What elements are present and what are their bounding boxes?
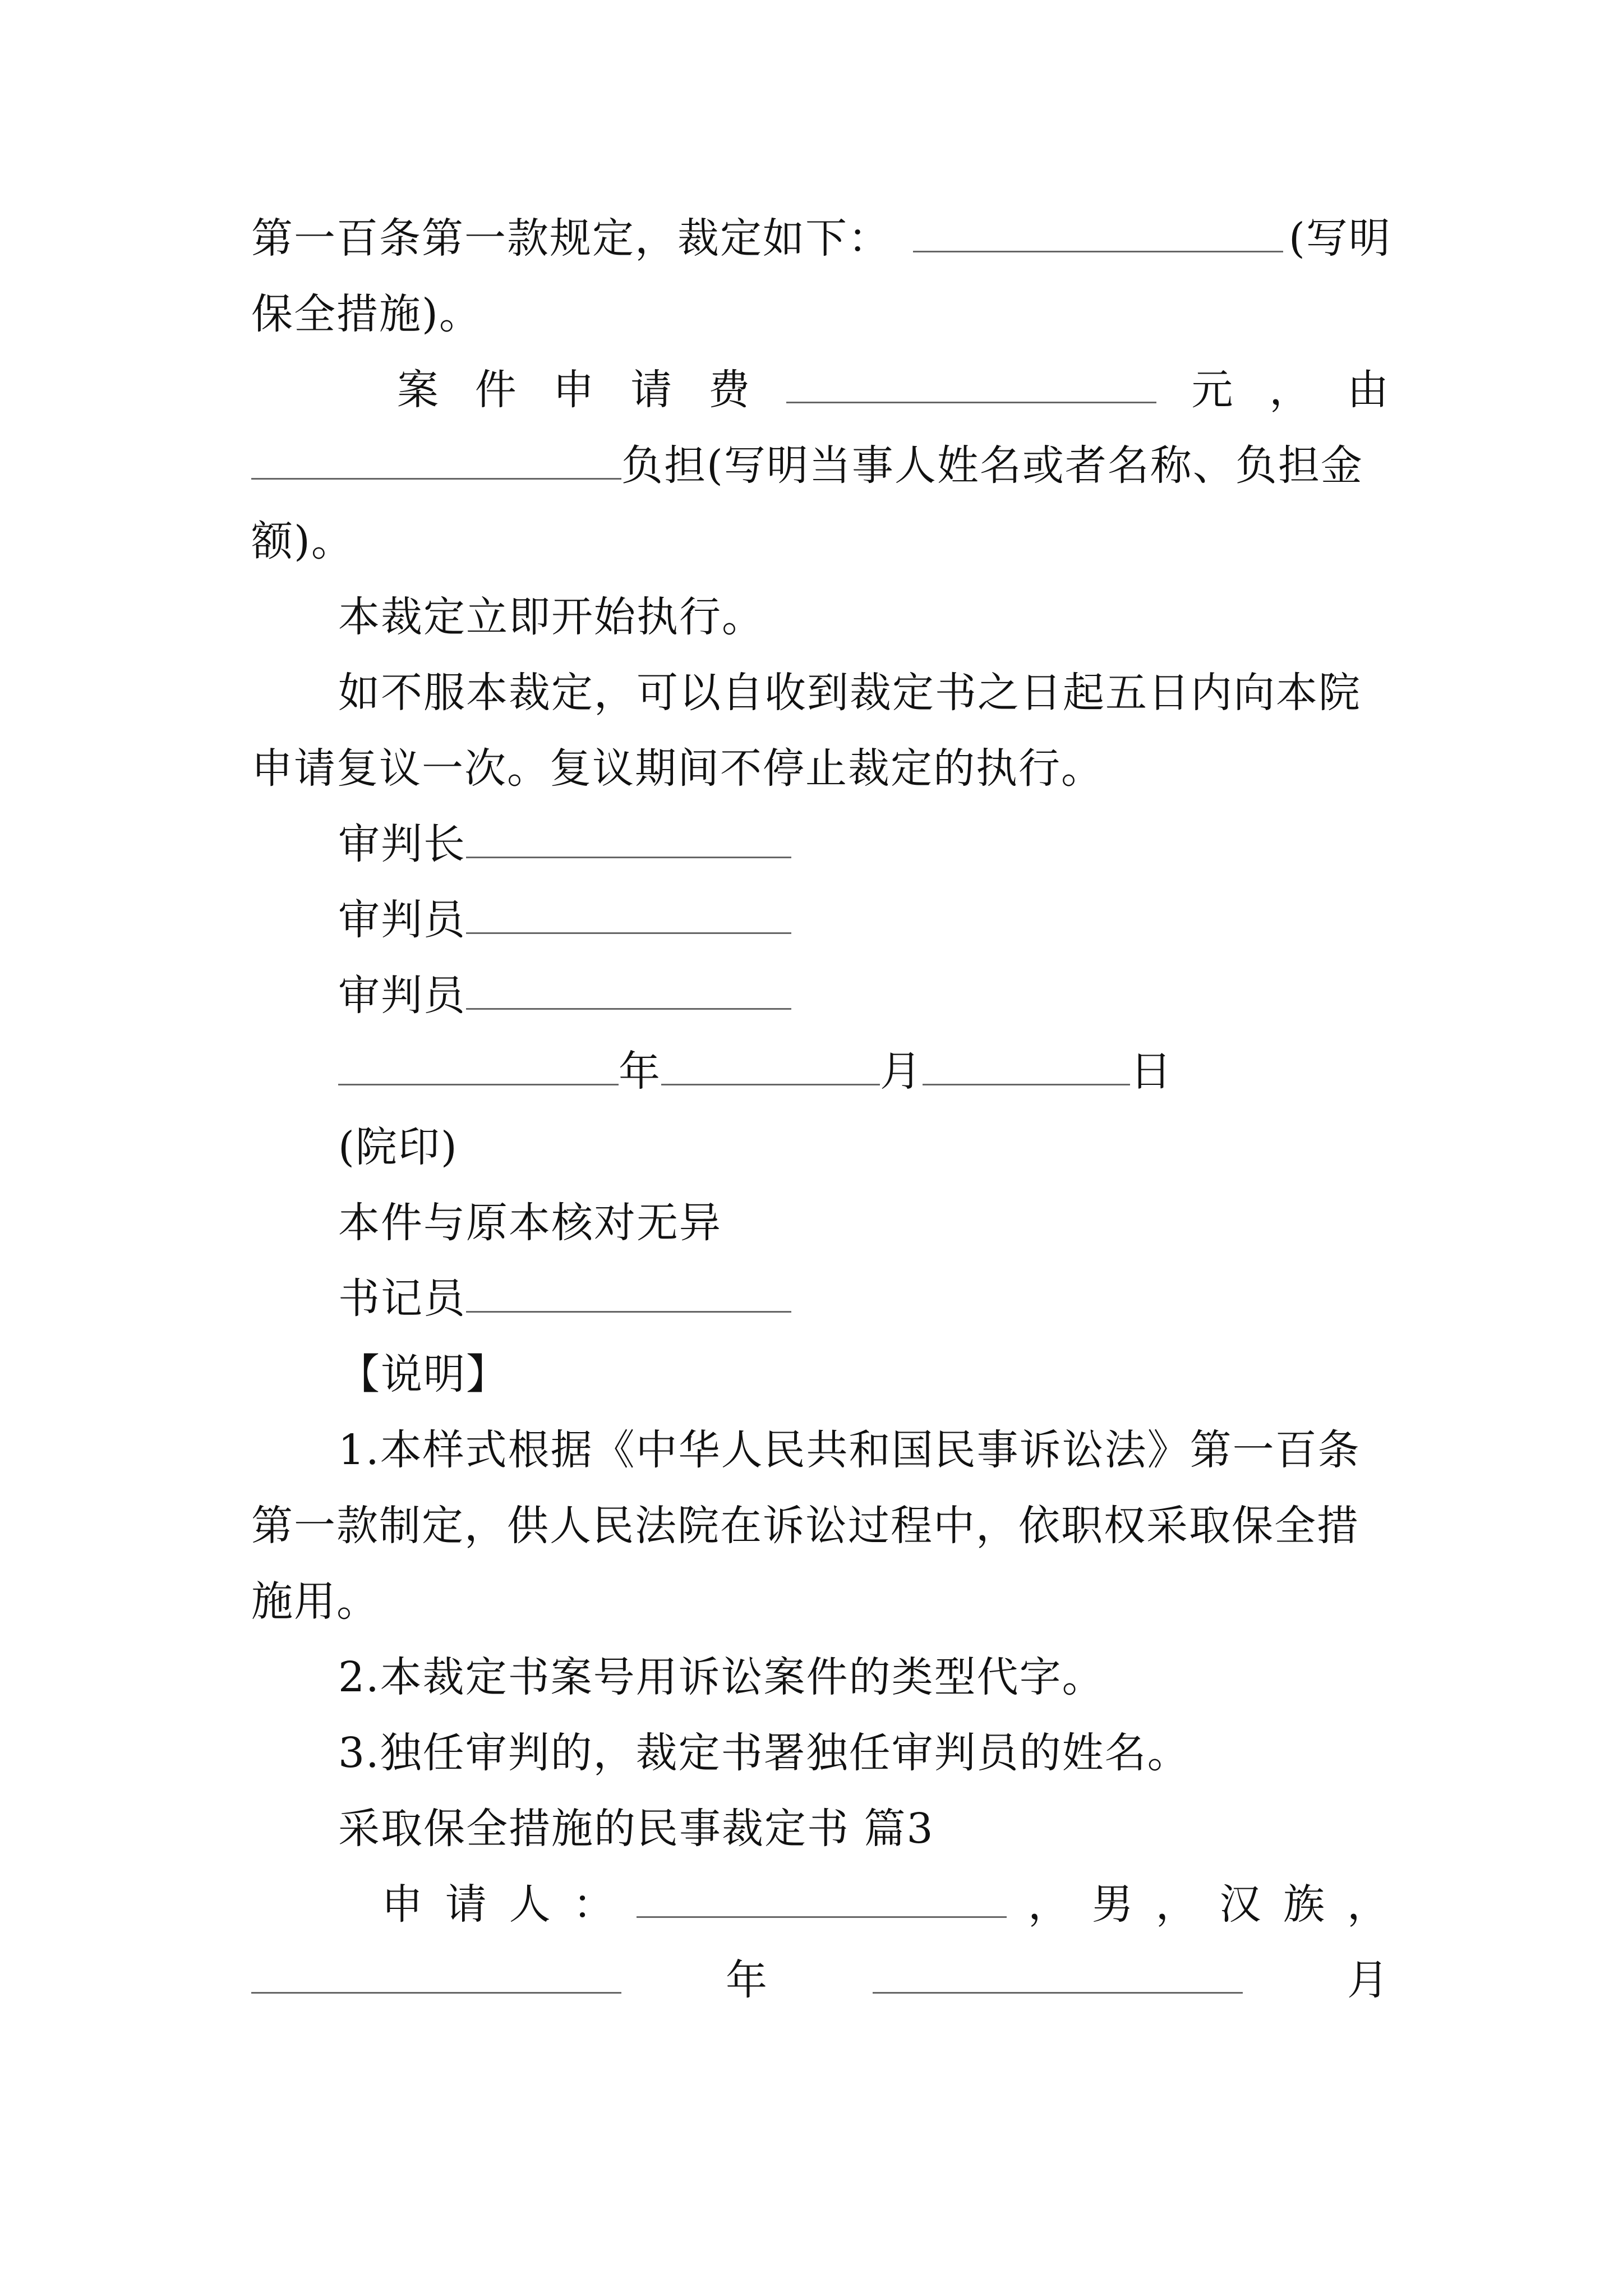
blank-applicant-name [637,1884,1007,1918]
text-amount: 额)。 [251,517,354,565]
text-line-ruling-start [251,210,1390,266]
text-line-appeal-2 [251,740,1390,797]
token-fee-4: 请 [630,366,674,414]
blank-year [338,1049,619,1085]
token-applicant-9: 族 [1283,1880,1326,1929]
blank-birth-year [251,1959,621,1994]
label-judge-1: 审判员 [338,896,466,944]
token-fee-1: 案 [397,366,440,414]
text-note-3: 3.独任审判的，裁定书署独任审判员的姓名。 [338,1729,1190,1777]
text-burden: 负担(写明当事人姓名或者名称、负担金 [621,441,1363,490]
text-line-fee [397,362,1390,418]
blank-birth-month [873,1959,1243,1994]
text-note-2: 2.本裁定书案号用诉讼案件的类型代字。 [338,1653,1105,1701]
token-applicant-8: 汉 [1219,1880,1262,1929]
text-line-appeal-1 [338,665,1390,721]
label-birth-month: 月 [1347,1956,1390,2004]
blank-judge-1 [466,898,791,934]
text-note-1b: 第一款制定，供人民法院在诉讼过程中，依职权采取保全措 [251,1502,1359,1550]
note-1-line-1 [338,1422,1390,1478]
note-3 [338,1725,1390,1781]
signature-clerk [338,1271,1390,1327]
text-line-measures [251,286,1390,342]
label-clerk: 书记员 [338,1274,466,1323]
text-appeal-1: 如不服本裁定，可以自收到裁定书之日起五日内向本院 [338,669,1361,717]
token-applicant-1: 申 [381,1880,424,1929]
text-ruling-suffix: (写明 [1289,214,1391,263]
signature-judge-2 [338,968,1390,1024]
text-effect: 本裁定立即开始执行。 [338,593,764,641]
note-1-line-3 [251,1573,1390,1630]
note-1-line-2 [251,1498,1390,1554]
label-judge-2: 审判员 [338,972,466,1020]
text-seal: (院印) [338,1123,458,1171]
blank-clerk [466,1276,791,1313]
text-line-burden [251,438,1390,494]
section-title [338,1801,1390,1857]
text-line-effect [338,589,1390,645]
blank-judge-2 [466,973,791,1010]
text-appeal-2: 申请复议一次。复议期间不停止裁定的执行。 [251,744,1104,793]
applicant-line [381,1876,1390,1932]
notes-heading [338,1346,1390,1402]
note-2 [338,1649,1390,1705]
token-applicant-2: 请 [445,1880,488,1929]
blank-measure [913,216,1283,252]
token-applicant-5: ， [1027,1880,1071,1929]
label-chief-judge: 审判长 [338,820,466,868]
blank-fee-amount [786,369,1156,403]
text-line-verified [338,1195,1390,1251]
text-section-title: 采取保全措施的民事裁定书 篇3 [338,1805,934,1853]
birth-date-line [251,1952,1390,2008]
text-measures: 保全措施)。 [251,290,482,338]
text-note-1c: 施用。 [251,1577,379,1626]
token-fee-2: 件 [474,366,518,414]
token-applicant-10: ， [1347,1880,1390,1929]
token-fee-7: ， [1269,366,1312,414]
token-applicant-4: ： [573,1880,616,1929]
token-fee-5: 费 [708,366,751,414]
text-note-1a: 1.本样式根据《中华人民共和国民事诉讼法》第一百条 [338,1426,1361,1474]
token-applicant-6: 男 [1091,1880,1135,1929]
signature-judge-1 [338,892,1390,948]
text-verified: 本件与原本核对无异 [338,1199,722,1247]
label-year: 年 [619,1047,661,1096]
label-birth-year: 年 [726,1956,768,2004]
text-line-seal [338,1119,1390,1175]
date-line [338,1043,1390,1099]
blank-day [923,1049,1130,1085]
text-line-amount [251,513,1390,569]
blank-chief-judge [466,822,791,858]
token-applicant-7: ， [1155,1880,1198,1929]
text-notes-heading: 【说明】 [338,1350,509,1398]
signature-chief-judge [338,816,1390,872]
token-applicant-3: 人 [509,1880,552,1929]
token-fee-6: 元 [1191,366,1234,414]
label-month: 月 [880,1047,923,1096]
token-fee-3: 申 [552,366,596,414]
token-fee-8: 由 [1347,366,1390,414]
blank-month [661,1049,880,1085]
blank-burden-party [251,443,621,480]
text-ruling-prefix: 第一百条第一款规定，裁定如下： [251,214,891,263]
label-day: 日 [1130,1047,1173,1096]
